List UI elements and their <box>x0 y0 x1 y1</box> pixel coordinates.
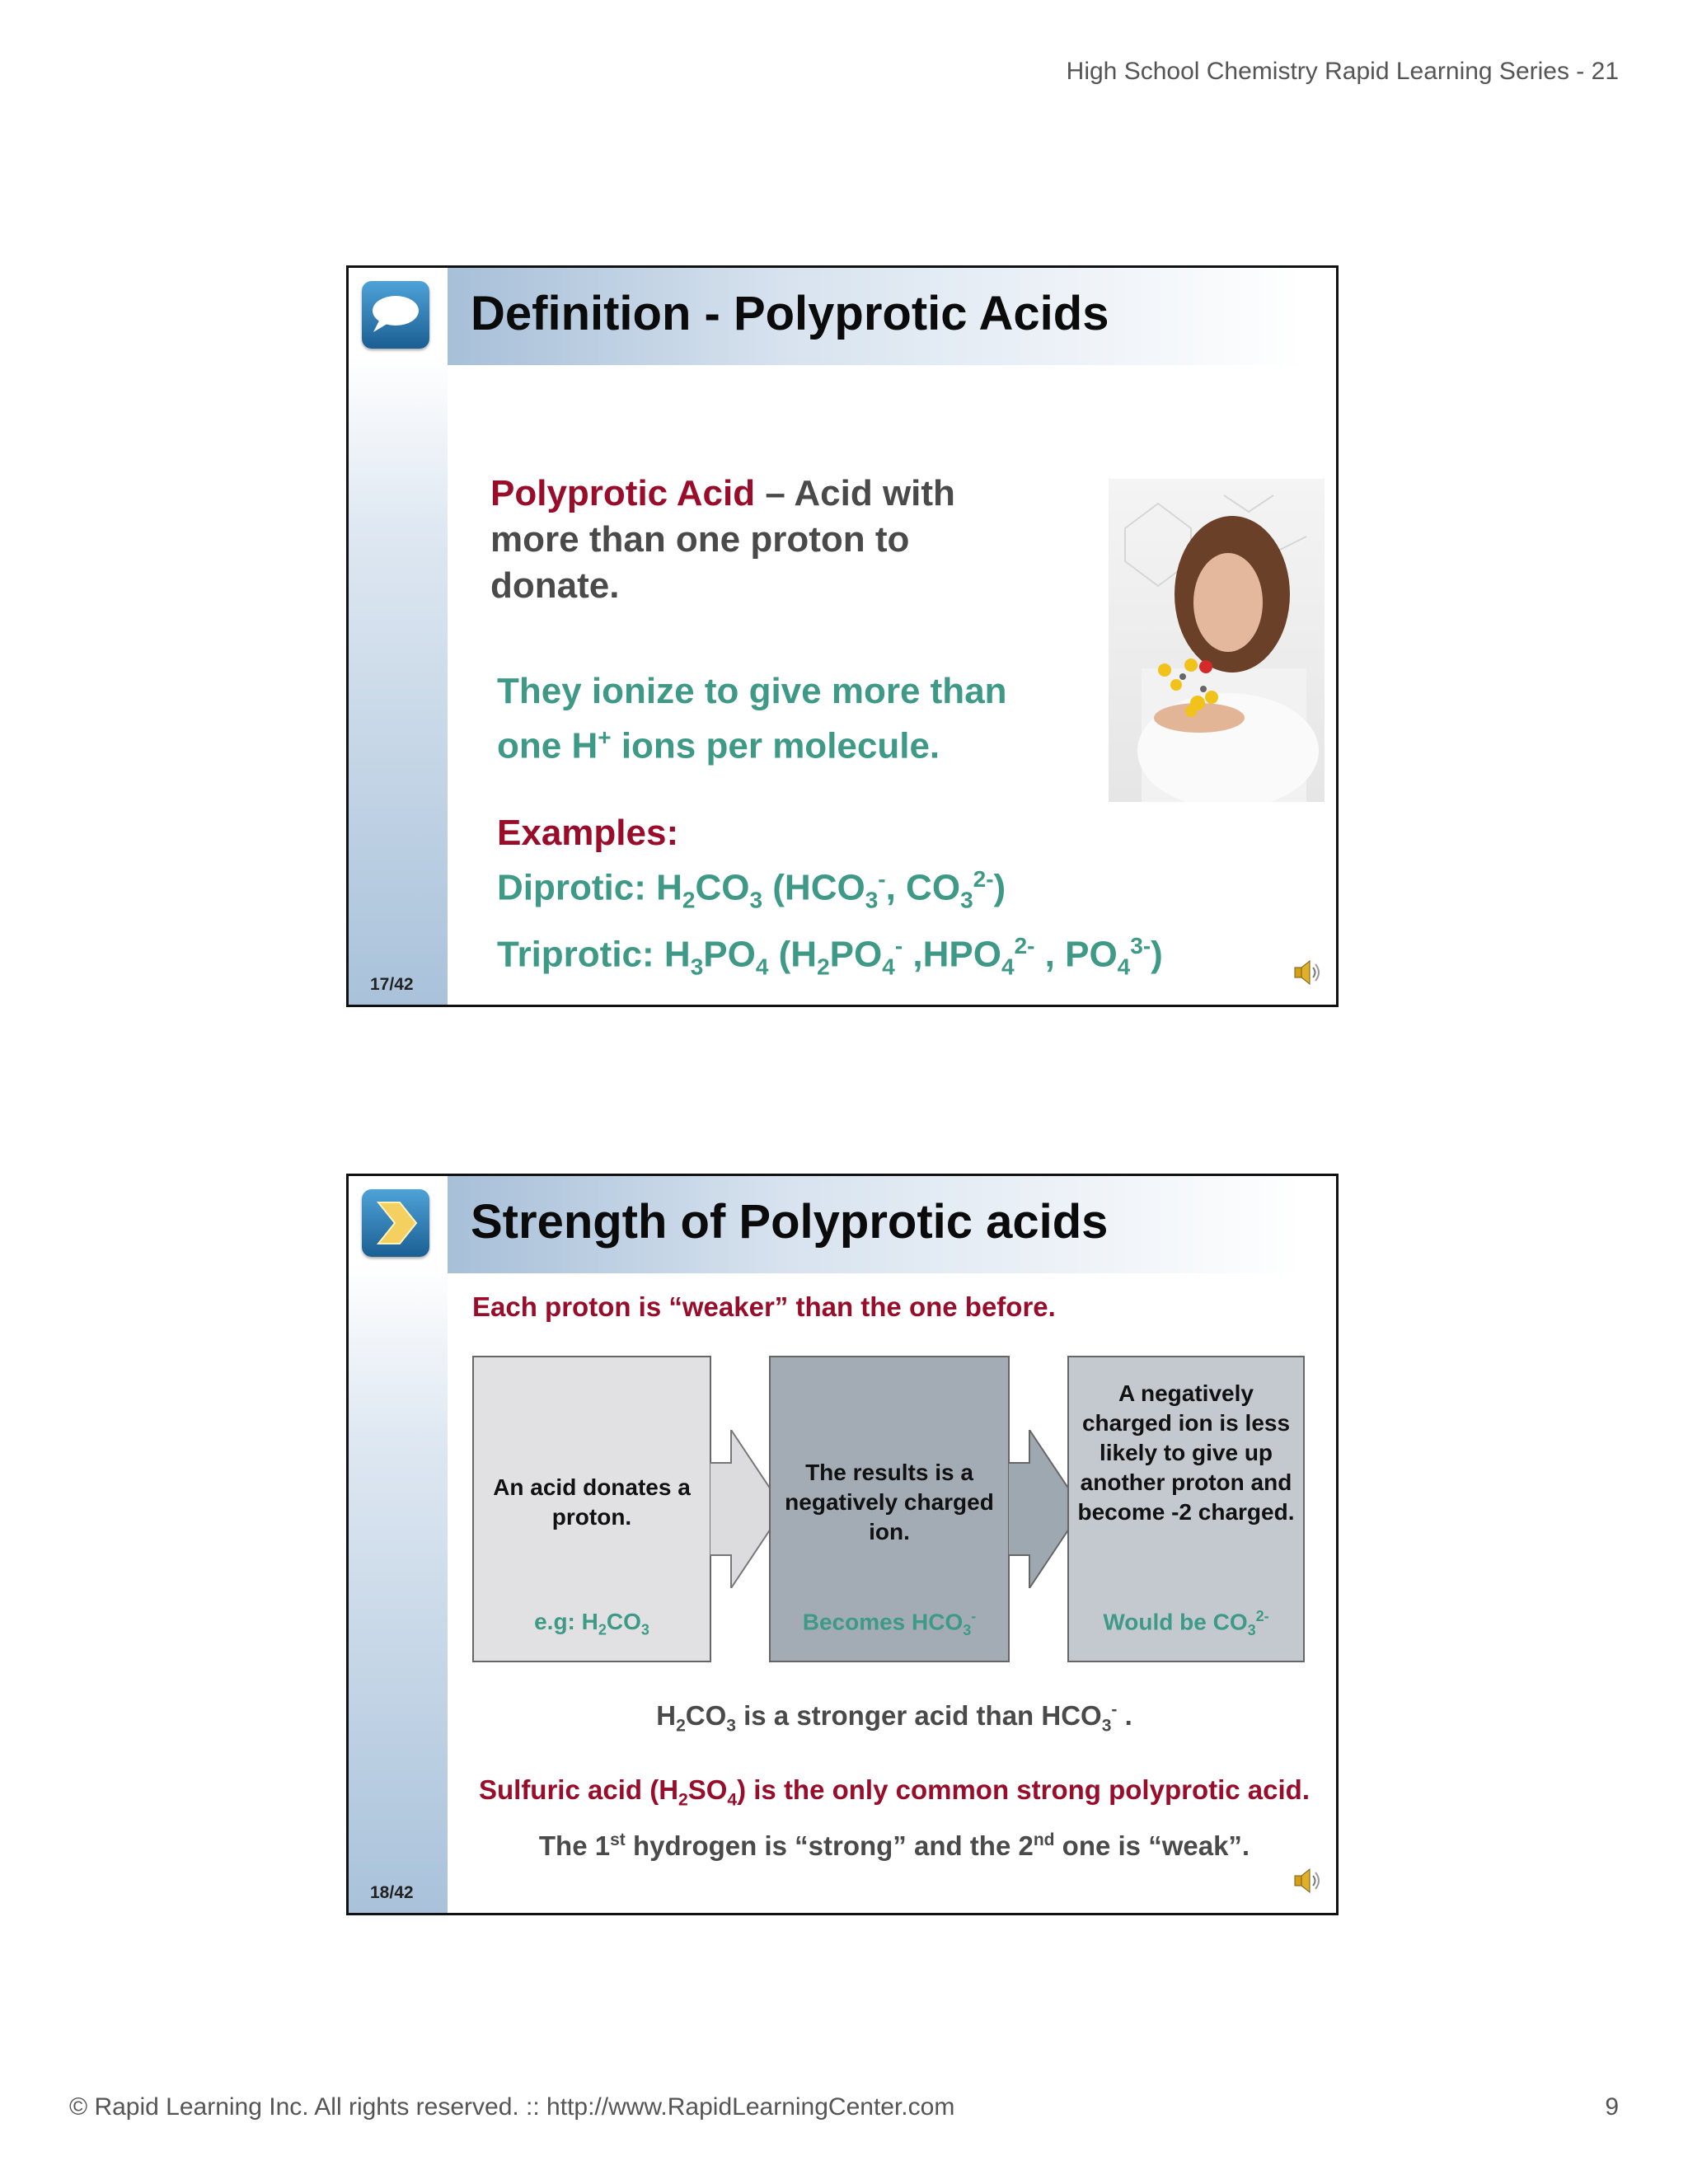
speaker-icon[interactable] <box>1292 956 1325 993</box>
footer-copyright: © Rapid Learning Inc. All rights reserved. :: http://www.RapidLearningCenter.com <box>69 2093 955 2121</box>
slide-definition-polyprotic-acids <box>346 265 1339 1007</box>
formula-part: PO <box>703 935 756 976</box>
formula-sub: 2 <box>682 887 696 913</box>
formula-sup: - <box>894 933 903 959</box>
slide-left-bar <box>349 268 448 1005</box>
formula-sub: 3 <box>963 1622 972 1638</box>
stronger-acid-note <box>448 1700 1339 1736</box>
formula-part: (HCO <box>762 867 865 908</box>
box-text: A negatively charged ion is less likely to give up another proton and become -2 charged. <box>1077 1380 1295 1525</box>
ionize-sup: + <box>598 724 612 750</box>
process-box-2 <box>769 1356 1010 1662</box>
formula-sub: 2 <box>817 954 830 980</box>
ionize-part2: ions per molecule. <box>611 725 940 766</box>
sulfuric-acid-note <box>448 1774 1339 1811</box>
formula-part: Would be CO <box>1103 1609 1248 1635</box>
formula-sub: 4 <box>882 954 895 980</box>
formula-sub: 3 <box>749 887 763 913</box>
slide-title: Definition - Polyprotic Acids <box>471 287 1109 340</box>
formula-sup: - <box>1111 1700 1118 1719</box>
page-number: 9 <box>1605 2093 1619 2121</box>
slide-subtitle: Each proton is “weaker” than the one before. <box>472 1291 1056 1322</box>
ordinal-sup: nd <box>1033 1830 1055 1849</box>
formula-sup: 2- <box>1255 1608 1269 1625</box>
box-example <box>771 1608 1008 1639</box>
formula-part: Sulfuric acid (H <box>478 1774 679 1805</box>
text-part: The 1 <box>538 1830 611 1861</box>
formula-sup: - <box>878 866 886 892</box>
formula-sub: 3 <box>690 954 704 980</box>
formula-part: ,HPO <box>903 935 1001 976</box>
formula-part: e.g: H <box>534 1609 598 1635</box>
triprotic-line <box>497 923 1163 990</box>
formula-sub: 3 <box>640 1622 649 1638</box>
page-header: High School Chemistry Rapid Learning Series - 21 <box>1066 58 1619 85</box>
formula-part: , CO <box>885 867 961 908</box>
ionize-text <box>497 668 1074 770</box>
slide-number: 17/42 <box>370 975 414 994</box>
definition-text <box>490 471 1018 609</box>
box-text: The results is a negatively charged ion. <box>785 1460 994 1544</box>
diprotic-line <box>497 856 1163 923</box>
formula-sup: 2- <box>973 866 994 892</box>
formula-part: H <box>663 935 691 976</box>
process-box-1 <box>472 1356 711 1662</box>
formula-sub: 2 <box>676 1716 686 1736</box>
formula-sub: 2 <box>598 1622 607 1638</box>
box-example <box>474 1609 710 1639</box>
examples-heading: Examples: <box>497 813 679 853</box>
formula-sub: 4 <box>727 1790 738 1810</box>
slide-left-bar <box>349 1176 448 1913</box>
scientist-photo <box>1109 479 1325 802</box>
formula-sub: 4 <box>1001 954 1015 980</box>
formula-sub: 3 <box>865 887 879 913</box>
formula-part: ) <box>1151 935 1163 976</box>
slide-strength-polyprotic-acids <box>346 1174 1339 1915</box>
formula-sup: 3- <box>1130 933 1151 959</box>
speaker-icon[interactable] <box>1292 1864 1325 1901</box>
ionize-part1: They ionize to give more than one H <box>497 671 1007 766</box>
formula-part: , PO <box>1034 935 1118 976</box>
formula-sub: 2 <box>678 1790 688 1810</box>
formula-part: H <box>656 1700 677 1731</box>
formula-sub: 3 <box>726 1716 736 1736</box>
formula-sub: 3 <box>1101 1716 1112 1736</box>
examples-block <box>497 810 1163 991</box>
text-part: one is “weak”. <box>1054 1830 1250 1861</box>
formula-sub: 3 <box>960 887 973 913</box>
formula-part: PO <box>829 935 883 976</box>
formula-sup: 2- <box>1014 933 1035 959</box>
formula-part: is a stronger acid than HCO <box>735 1700 1102 1731</box>
slide-number: 18/42 <box>370 1883 414 1902</box>
hydrogen-strength-note <box>448 1830 1339 1862</box>
speech-bubble-icon <box>362 281 429 349</box>
formula-sub: 4 <box>755 954 769 980</box>
definition-body: – Acid with more than one proton to donate. <box>490 473 955 606</box>
formula-sub: 3 <box>1247 1622 1256 1638</box>
process-box-3 <box>1067 1356 1305 1662</box>
chevron-right-icon <box>362 1189 429 1257</box>
formula-part: CO <box>685 1700 727 1731</box>
formula-part: CO <box>695 867 750 908</box>
text-part: hydrogen is “strong” and the 2 <box>625 1830 1034 1861</box>
term-polyprotic-acid: Polyprotic Acid <box>490 473 756 513</box>
slide-title: Strength of Polyprotic acids <box>471 1195 1109 1249</box>
box-example <box>1069 1608 1303 1639</box>
formula-sub: 4 <box>1117 954 1131 980</box>
formula-part: ) is the only common strong polyprotic acid. <box>737 1774 1310 1805</box>
formula-part: H <box>656 867 682 908</box>
formula-part: ) <box>993 867 1006 908</box>
formula-part: . <box>1117 1700 1132 1731</box>
formula-sup: - <box>971 1608 977 1625</box>
diprotic-label: Diprotic: <box>497 867 657 908</box>
formula-part: SO <box>687 1774 728 1805</box>
ordinal-sup: st <box>610 1830 626 1849</box>
triprotic-label: Triprotic: <box>497 935 664 976</box>
formula-part: (H <box>768 935 818 976</box>
formula-part: CO <box>606 1609 641 1635</box>
formula-part: Becomes HCO <box>802 1609 964 1635</box>
box-text: An acid donates a proton. <box>493 1474 691 1530</box>
